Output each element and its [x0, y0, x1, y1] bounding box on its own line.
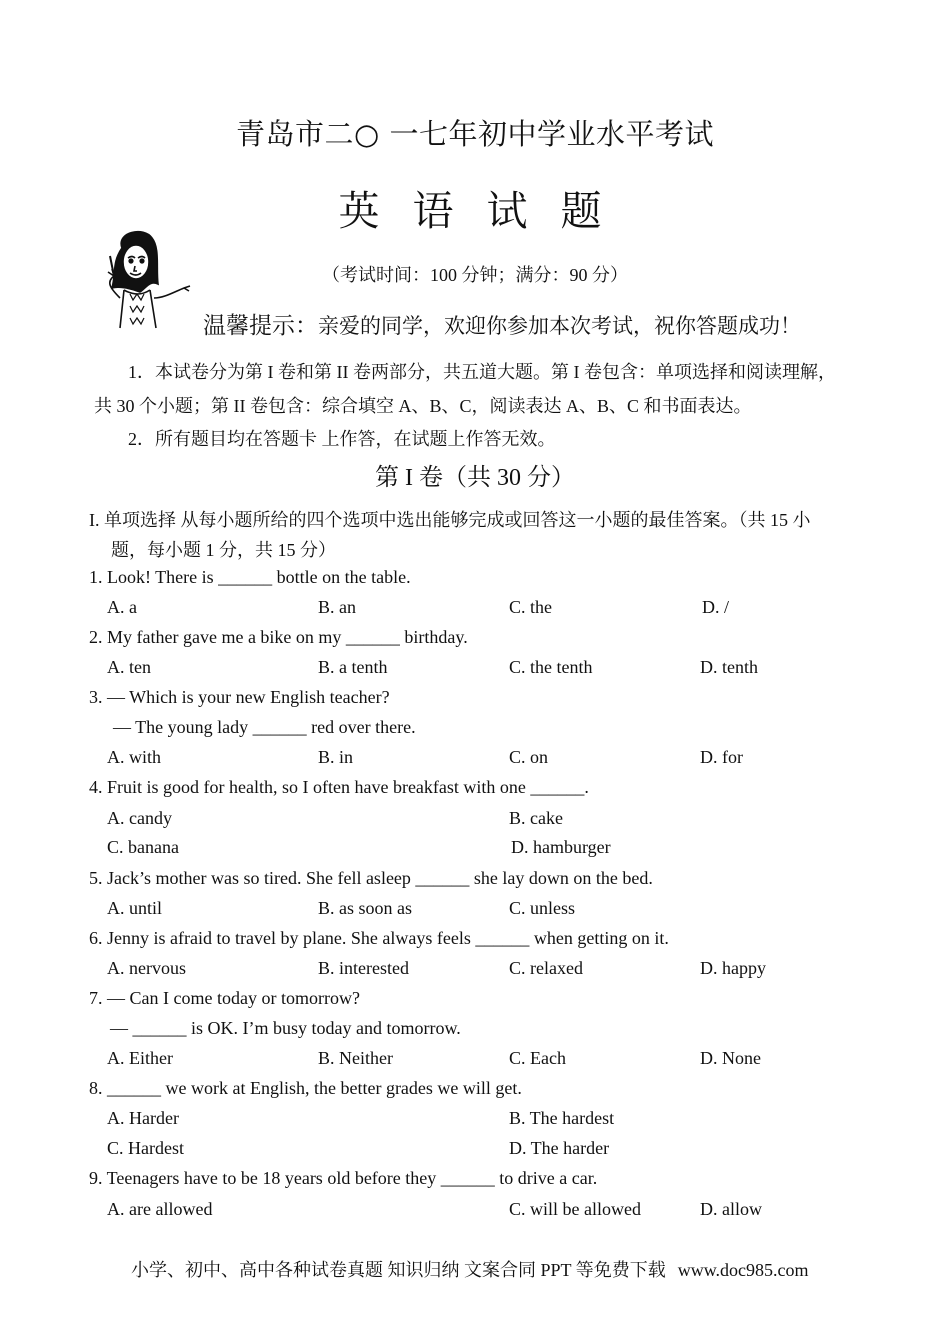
question-stem: 7. — Can I come today or tomorrow? — [89, 988, 360, 1008]
question-stem: 9. Teenagers have to be 18 years old before they ______ to drive a car. — [89, 1168, 598, 1188]
question-stem: 6. Jenny is afraid to travel by plane. She always feels ______ when getting on it. — [89, 928, 669, 948]
option-c: C. the — [509, 597, 552, 617]
section-instruction: I. 单项选择 从每小题所给的四个选项中选出能够完成或回答这一小题的最佳答案。（共 15 小 — [89, 510, 811, 530]
option-c: C. unless — [509, 898, 576, 918]
question-stem: 8. ______ we work at English, the better grades we will get. — [89, 1078, 522, 1098]
option-d: D. hamburger — [511, 837, 611, 857]
option-c: C. Hardest — [107, 1138, 184, 1158]
option-b: B. interested — [318, 958, 409, 978]
section-instruction-continued: 题，每小题 1 分，共 15 分） — [111, 540, 336, 560]
question-stem: 4. Fruit is good for health, so I often have breakfast with one ______. — [89, 777, 589, 797]
option-a: A. Harder — [107, 1108, 179, 1128]
note-2: 2．所有题目均在答题卡 上作答，在试题上作答无效。 — [128, 429, 556, 449]
question-stem: 1. Look! There is ______ bottle on the table. — [89, 567, 411, 587]
option-a: A. nervous — [107, 958, 186, 978]
question-stem: 5. Jack’s mother was so tired. She fell asleep ______ she lay down on the bed. — [89, 868, 653, 888]
option-c: C. the tenth — [509, 657, 593, 677]
option-a: A. until — [107, 898, 163, 918]
footer-url-link[interactable]: www.doc985.com — [677, 1260, 809, 1280]
option-c: C. banana — [107, 837, 179, 857]
option-b: B. as soon as — [318, 898, 412, 918]
option-a: A. are allowed — [107, 1199, 213, 1219]
question-stem-response: — ______ is OK. I’m busy today and tomorrow. — [110, 1018, 461, 1038]
option-b: B. The hardest — [509, 1108, 615, 1128]
option-d: D. for — [700, 747, 743, 767]
option-c: C. relaxed — [509, 958, 583, 978]
option-a: A. a — [107, 597, 137, 617]
exam-time-info: （考试时间：100 分钟；满分：90 分） — [322, 265, 628, 285]
question-stem-response: — The young lady ______ red over there. — [113, 717, 416, 737]
option-d: D. / — [702, 597, 729, 617]
option-b: B. an — [318, 597, 356, 617]
option-a: A. Either — [107, 1048, 173, 1068]
note-1-continued: 共 30 个小题；第 II 卷包含：综合填空 A、B、C，阅读表达 A、B、C 和书面表达。 — [94, 396, 752, 416]
option-a: A. candy — [107, 808, 172, 828]
option-b: B. in — [318, 747, 354, 767]
option-b: B. Neither — [318, 1048, 393, 1068]
warm-tip — [203, 307, 801, 340]
exam-title: 青岛市二○ 一七年初中学业水平考试 — [235, 117, 715, 151]
option-a: A. ten — [107, 657, 151, 677]
question-stem: 2. My father gave me a bike on my ______ birthday. — [89, 627, 468, 647]
question-stem: 3. — Which is your new English teacher? — [89, 687, 390, 707]
option-c: C. on — [509, 747, 549, 767]
option-b: B. cake — [509, 808, 563, 828]
footer-text: 小学、初中、高中各种试卷真题 知识归纳 文案合同 PPT 等免费下载 — [131, 1260, 666, 1280]
option-c: C. Each — [509, 1048, 566, 1068]
warm-tip-text: 亲爱的同学，欢迎你参加本次考试，祝你答题成功！ — [318, 314, 801, 338]
option-d: D. happy — [700, 958, 766, 978]
subject-title: 英 语 试 题 — [338, 187, 612, 235]
option-b: B. a tenth — [318, 657, 388, 677]
option-d: D. The harder — [509, 1138, 610, 1158]
footer — [131, 1256, 809, 1282]
section-title: 第 I 卷（共 30 分） — [375, 465, 575, 491]
note-1: 1．本试卷分为第 I 卷和第 II 卷两部分，共五道大题。第 I 卷包含：单项选择和阅读理解， — [128, 362, 836, 382]
warm-tip-label: 温馨提示： — [203, 313, 318, 339]
option-a: A. with — [107, 747, 161, 767]
option-d: D. None — [700, 1048, 761, 1068]
option-d: D. allow — [700, 1199, 762, 1219]
option-d: D. tenth — [700, 657, 758, 677]
option-c: C. will be allowed — [509, 1199, 641, 1219]
